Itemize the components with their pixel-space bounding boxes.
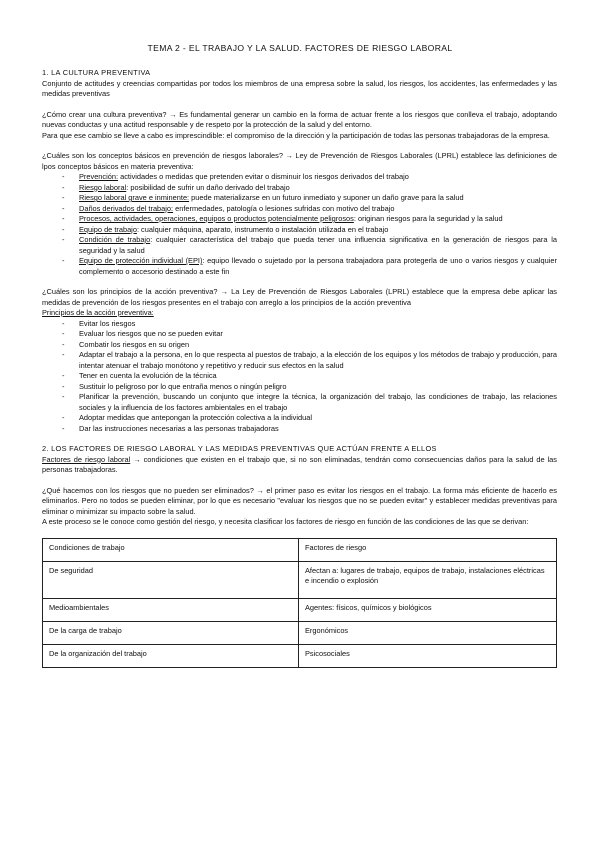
concept-text: : cualquier máquina, aparato, instrumento o instalación utilizada en el trabajo: [136, 224, 389, 234]
concept-term: Daños derivados del trabajo:: [79, 203, 174, 213]
list-item: - Sustituir lo peligroso por lo que entraña menos o ningún peligro: [79, 382, 557, 393]
table-header-cell: Condiciones de trabajo: [43, 538, 299, 561]
concept-text: : cualquier característica del trabajo que pueda tener una influencia significativa en la generación de riesgos para la seguridad y la salud: [79, 235, 557, 255]
table-cell: Psicosociales: [299, 644, 557, 667]
list-item: [79, 193, 557, 204]
section-2-heading: 2. LOS FACTORES DE RIESGO LABORAL Y LAS MEDIDAS PREVENTIVAS QUE ACTÚAN FRENTE A ELLOS: [42, 444, 437, 453]
risk-factor-term: Factores de riesgo laboral: [42, 454, 131, 464]
concept-text: : originan riesgos para la seguridad y la salud: [353, 214, 503, 223]
table-cell: De seguridad: [43, 561, 299, 598]
list-item: [79, 172, 557, 183]
question-create-culture: ¿Cómo crear una cultura preventiva? → Es fundamental generar un cambio en la forma de actuar frente a los riesgos que conlleva el trabajo, adoptando nuevas conductas y una actitud responsable y de respeto por la protección de la salud y del entorno.: [42, 109, 557, 129]
list-item: - Evitar los riesgos: [79, 319, 557, 330]
list-item: [79, 256, 557, 277]
concept-term: Condición de trabajo: [79, 235, 151, 244]
concept-text: puede materializarse en un futuro inmediato y suponer un daño grave para la salud: [189, 193, 464, 202]
table-cell: Medioambientales: [43, 598, 299, 621]
question-uneliminable-risks: ¿Qué hacemos con los riesgos que no pueden ser eliminados? → el primer paso es evitar los riesgos en el trabajo. La forma más eficiente de hacerlo es eliminarlos. Pero no todos se pueden eliminar, por lo que es necesario "evaluar los riesgos que no se pueden evitar" y establecer medidas preventivas para eliminar o minimizar su impacto sobre la salud.: [42, 485, 557, 516]
table-cell: Agentes: físicos, químicos y biológicos: [299, 598, 557, 621]
section-1-heading: 1. LA CULTURA PREVENTIVA: [42, 68, 151, 77]
concepts-list: [42, 172, 557, 277]
concept-term: Equipo de protección individual (EPI): [79, 256, 203, 265]
culture-change-requirement: Para que ese cambio se lleve a cabo es imprescindible: el compromiso de la dirección y la participación de todas las personas trabajadoras de la empresa.: [42, 130, 550, 140]
concept-text: enfermedades, patología o lesiones sufridas con motivo del trabajo: [173, 203, 395, 213]
list-item: - Adoptar medidas que antepongan la protección colectiva a la individual: [79, 413, 557, 424]
risk-management-text: A este proceso se le conoce como gestión del riesgo, y necesita clasificar los factores de riesgo en función de las condiciones de las que se derivan:: [42, 517, 529, 526]
table-row: [43, 621, 557, 644]
concept-text: : equipo llevado o sujetado por la persona trabajadora para protegerla de uno o varios riesgos y cualquier complemento o accesorio destinado a este fin: [79, 256, 557, 276]
table-cell: Afectan a: lugares de trabajo, equipos de trabajo, instalaciones eléctricas e incendio o explosión: [299, 561, 557, 598]
list-item: [79, 225, 557, 236]
concept-term: Riesgo laboral: [79, 182, 127, 192]
principles-label: Principios de la acción preventiva:: [42, 308, 154, 317]
risk-factors-table: [42, 538, 557, 668]
list-item: [79, 235, 557, 256]
concept-term: Equipo de trabajo: [79, 224, 137, 234]
risk-factor-text: → condiciones que existen en el trabajo que, si no son eliminadas, tendrán como consecuencias daños para la salud de las personas trabajadoras.: [42, 454, 557, 474]
list-item: - Planificar la prevención, buscando un conjunto que integre la técnica, la organización del trabajo, las condiciones de trabajo, las relaciones sociales y la influencia de los factores ambientales en el trabajo: [79, 392, 557, 413]
list-item: - Adaptar el trabajo a la persona, en lo que respecta al puestos de trabajo, a la elección de los equipos y los métodos de trabajo y producción, para intentar atenuar el trabajo monótono y repetitivo y reducir sus efectos en la salud: [79, 350, 557, 371]
list-item: [79, 183, 557, 194]
concept-text: actividades o medidas que pretenden evitar o disminuir los riesgos derivados del trabajo: [118, 172, 409, 181]
question-principles: ¿Cuáles son los principios de la acción preventiva? → La Ley de Prevención de Riesgos Laborales (LPRL) establece que la empresa debe aplicar las medidas de prevención de los riesgos presentes en el trabajo con arreglo a los principios de la acción preventiva: [42, 287, 557, 307]
table-row: [43, 644, 557, 667]
list-item: - Evaluar los riesgos que no se pueden evitar: [79, 329, 557, 340]
table-cell: De la organización del trabajo: [43, 644, 299, 667]
concept-term: Prevención:: [79, 172, 119, 181]
concept-term: Riesgo laboral grave e inminente:: [79, 193, 190, 202]
list-item: - Dar las instrucciones necesarias a las personas trabajadoras: [79, 424, 557, 435]
question-basic-concepts: ¿Cuáles son los conceptos básicos en prevención de riesgos laborales? → Ley de Prevención de Riesgos Laborales (LPRL) establece las definiciones de lpos conceptos básicos en materia preventiva:: [42, 151, 557, 171]
table-header-cell: Factores de riesgo: [299, 538, 557, 561]
list-item: - Combatir los riesgos en su origen: [79, 340, 557, 351]
document-body: [42, 68, 557, 668]
concept-text: : posibilidad de sufrir un daño derivado del trabajo: [126, 182, 290, 192]
table-cell: Ergonómicos: [299, 621, 557, 644]
table-header-row: [43, 538, 557, 561]
concept-term: Procesos, actividades, operaciones, equipos o productos potencialmente peligrosos: [79, 214, 354, 223]
document-title: TEMA 2 - EL TRABAJO Y LA SALUD. FACTORES DE RIESGO LABORAL: [147, 43, 453, 53]
risk-factor-definition: [42, 455, 557, 476]
table-row: [43, 561, 557, 598]
list-item: [79, 204, 557, 215]
principles-list: [42, 319, 557, 435]
list-item: [79, 214, 557, 225]
list-item: - Tener en cuenta la evolución de la técnica: [79, 371, 557, 382]
table-row: [43, 598, 557, 621]
cultura-preventiva-definition: Conjunto de actitudes y creencias compartidas por todos los miembros de una empresa sobre la salud, los riesgos, los accidentes, las enfermedades y las medidas preventivas: [42, 78, 557, 98]
table-cell: De la carga de trabajo: [43, 621, 299, 644]
